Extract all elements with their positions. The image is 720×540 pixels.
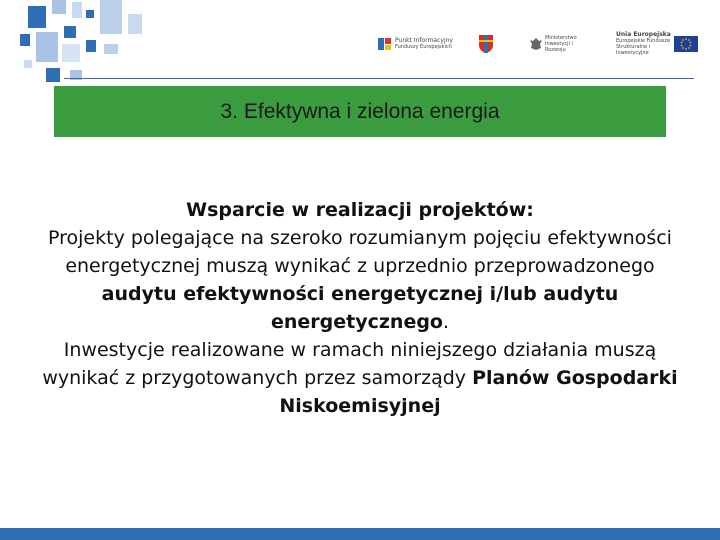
paragraph-investments-text: Inwestycje realizowane w ramach niniejszego działania muszą wynikać z przygotowanych przez samorządy [42,339,657,389]
body-heading: Wsparcie w realizacji projektów: [186,199,534,221]
pi-emblem-icon [378,36,392,52]
title-banner [54,86,666,137]
paragraph-audit-text: Projekty polegające na szeroko rozumianym pojęciu efektywności energetycznej muszą wynikać z uprzednio przeprowadzonego [48,227,672,277]
pi-name: Punkt Informacyjny [395,37,453,44]
slide-title: 3. Efektywna i zielona energia [220,99,500,123]
decorative-squares [0,0,160,90]
paragraph-audit-end: . [442,311,450,333]
pi-sub: Funduszy Europejskich [395,44,452,50]
eu-fund: Europejskie Fundusze Strukturalne i Inwestycyjne [616,38,671,56]
footer-bar [0,528,720,540]
header-divider [64,78,694,79]
ministry-name: Ministerstwo Inwestycji i Rozwoju [545,35,577,53]
logo-bar [370,28,700,60]
punkt-informacyjny-logo [378,28,458,60]
voivodeship-crest [478,28,498,60]
paragraph-audit-bold: audytu efektywności energetycznej i/lub audytu energetycznego [101,283,619,333]
eu-name: Unia Europejska [616,31,671,38]
slide-body [40,196,680,420]
eu-logo [616,28,700,60]
eu-flag-icon [674,36,698,52]
ministry-logo [530,28,600,60]
paragraph-investments-bold: Planów Gospodarki Niskoemisyjnej [279,367,678,417]
paragraph-audit [40,224,680,336]
paragraph-investments [40,336,680,420]
crest-icon [478,34,494,54]
eagle-icon [530,37,542,51]
